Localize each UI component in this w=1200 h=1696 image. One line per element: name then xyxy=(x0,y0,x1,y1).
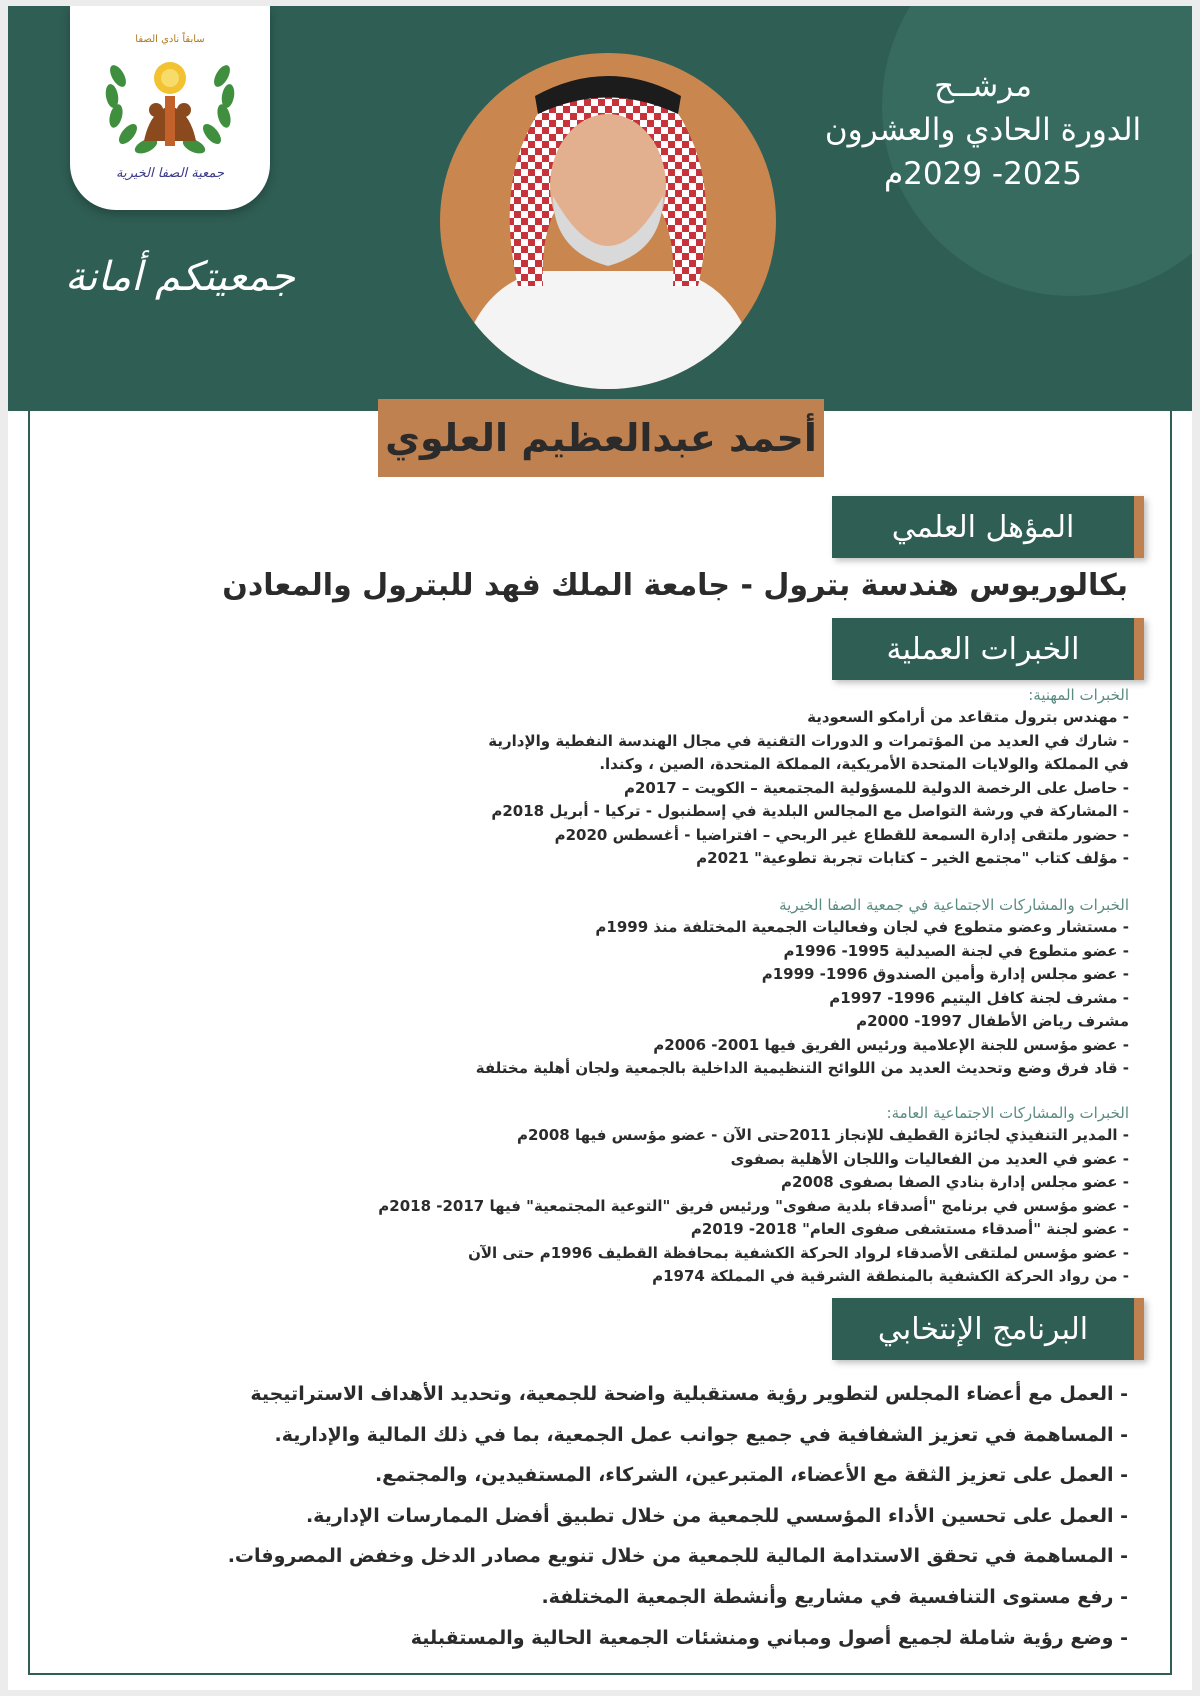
cycle-label: الدورة الحادي والعشرون xyxy=(824,112,1142,148)
list-item: - العمل على تحسين الأداء المؤسسي للجمعية من خلال تطبيق أفضل الممارسات الإدارية. xyxy=(305,1504,1128,1527)
list-item: - من رواد الحركة الكشفية بالمنطقة الشرقية في المملكة 1974م xyxy=(652,1267,1129,1285)
list-item: في المملكة والولايات المتحدة الأمريكية، المملكة المتحدة، الصين ، وكندا. xyxy=(599,755,1129,773)
list-item: - عضو مؤسس للجنة الإعلامية ورئيس الفريق فيها 2001- 2006م xyxy=(653,1035,1129,1054)
logo-top-text: سابقاً نادي الصفا xyxy=(135,34,205,45)
candidate-poster xyxy=(8,6,1192,1690)
list-item: - عضو مؤسس لملتقى الأصدقاء لرواد الحركة الكشفية بمحافظة القطيف 1996م حتى الآن xyxy=(468,1243,1129,1262)
list-item: - مهندس بترول متقاعد من أرامكو السعودية xyxy=(807,708,1129,726)
cycle-years: 2025- 2029م xyxy=(883,156,1083,192)
list-item: - المدير التنفيذي لجائزة القطيف للإنجاز 2011حتى الآن - عضو مؤسس فيها 2008م xyxy=(516,1126,1129,1144)
election-program-list xyxy=(128,1374,1128,1658)
public-experience xyxy=(349,1102,1129,1289)
list-item: - مستشار وعضو متطوع في لجان وفعاليات الجمعية المختلفة منذ 1999م xyxy=(595,918,1129,936)
list-item: - عضو مجلس إدارة وأمين الصندوق 1996- 1999م xyxy=(761,965,1129,983)
professional-experience xyxy=(349,684,1129,871)
list-item: - حضور ملتقى إدارة السمعة للقطاع غير الربحي – افتراضيا - أغسطس 2020م xyxy=(554,825,1129,844)
list-item: - المشاركة في ورشة التواصل مع المجالس البلدية في إسطنبول - تركيا - أبريل 2018م xyxy=(491,802,1129,820)
list-item: - عضو متطوع في لجنة الصيدلية 1995- 1996م xyxy=(783,941,1129,960)
list-item: - عضو مجلس إدارة بنادي الصفا بصفوى 2008م xyxy=(780,1173,1129,1191)
header-banner xyxy=(8,6,1192,411)
list-item: - وضع رؤية شاملة لجميع أصول ومباني ومنشئات الجمعية الحالية والمستقبلية xyxy=(410,1626,1128,1649)
qualification-heading-label: المؤهل العلمي xyxy=(891,509,1075,545)
logo-name: جمعية الصفا الخيرية xyxy=(115,166,224,181)
laurel-emblem-icon xyxy=(70,6,270,176)
list-item: - المساهمة في تعزيز الشفافية في جميع جوانب عمل الجمعية، بما في ذلك المالية والإدارية. xyxy=(274,1423,1128,1446)
list-item: - مؤلف كتاب "مجتمع الخير – كتابات تجربة تطوعية" 2021م xyxy=(696,849,1129,867)
list-item: - عضو مؤسس في برنامج "أصدقاء بلدية صفوى" ورئيس فريق "التوعية المجتمعية" فيها 2017- 2018م xyxy=(378,1196,1129,1215)
program-heading-label: البرنامج الإنتخابي xyxy=(877,1311,1089,1347)
public-experience-title: الخبرات والمشاركات الاجتماعية العامة: xyxy=(886,1104,1129,1122)
list-item: - مشرف لجنة كافل اليتيم 1996- 1997م xyxy=(829,988,1129,1007)
experience-heading xyxy=(832,618,1144,680)
list-item: - العمل مع أعضاء المجلس لتطوير رؤية مستقبلية واضحة للجمعية، وتحديد الأهداف الاستراتيجية xyxy=(250,1383,1128,1405)
slogan: جمعيتكم أمانة xyxy=(64,254,296,300)
list-item: - حاصل على الرخصة الدولية للمسؤولية المجتمعية – الكويت – 2017م xyxy=(623,778,1129,797)
program-heading xyxy=(832,1298,1144,1360)
candidate-portrait xyxy=(423,36,793,406)
safa-experience xyxy=(349,894,1129,1081)
candidate-name: أحمد عبدالعظيم العلوي xyxy=(385,416,817,460)
list-item: - شارك في العديد من المؤتمرات و الدورات التقنية في مجال الهندسة النفطية والإدارية xyxy=(488,731,1129,750)
list-item: - عضو لجنة "أصدقاء مستشفى صفوى العام" 2018- 2019م xyxy=(690,1220,1129,1238)
list-item: مشرف رياض الأطفال 1997- 2000م xyxy=(856,1012,1129,1030)
list-item: - رفع مستوى التنافسية في مشاريع وأنشطة الجمعية المختلفة. xyxy=(541,1585,1128,1608)
candidate-name-plate xyxy=(378,399,824,477)
qualification-text: بكالوريوس هندسة بترول - جامعة الملك فهد للبترول والمعادن xyxy=(222,568,1128,603)
candidate-label: مرشــح xyxy=(934,68,1032,104)
list-item: - العمل على تعزيز الثقة مع الأعضاء، المتبرعين، الشركاء، المستفيدين، والمجتمع. xyxy=(374,1464,1128,1487)
professional-experience-title: الخبرات المهنية: xyxy=(1028,686,1129,704)
experience-heading-label: الخبرات العملية xyxy=(886,631,1080,667)
charity-logo xyxy=(70,6,270,210)
safa-experience-title: الخبرات والمشاركات الاجتماعية في جمعية الصفا الخيرية xyxy=(779,896,1129,914)
qualification-heading xyxy=(832,496,1144,558)
list-item: - قاد فرق وضع وتحديث العديد من اللوائح التنظيمية الداخلية بالجمعية ولجان أهلية مختلفة xyxy=(475,1059,1129,1077)
list-item: - المساهمة في تحقق الاستدامة المالية للجمعية من خلال تنويع مصادر الدخل وخفض المصروفات. xyxy=(227,1545,1128,1568)
list-item: - عضو في العديد من الفعاليات واللجان الأهلية بصفوى xyxy=(730,1149,1129,1168)
candidacy-info xyxy=(798,64,1168,196)
